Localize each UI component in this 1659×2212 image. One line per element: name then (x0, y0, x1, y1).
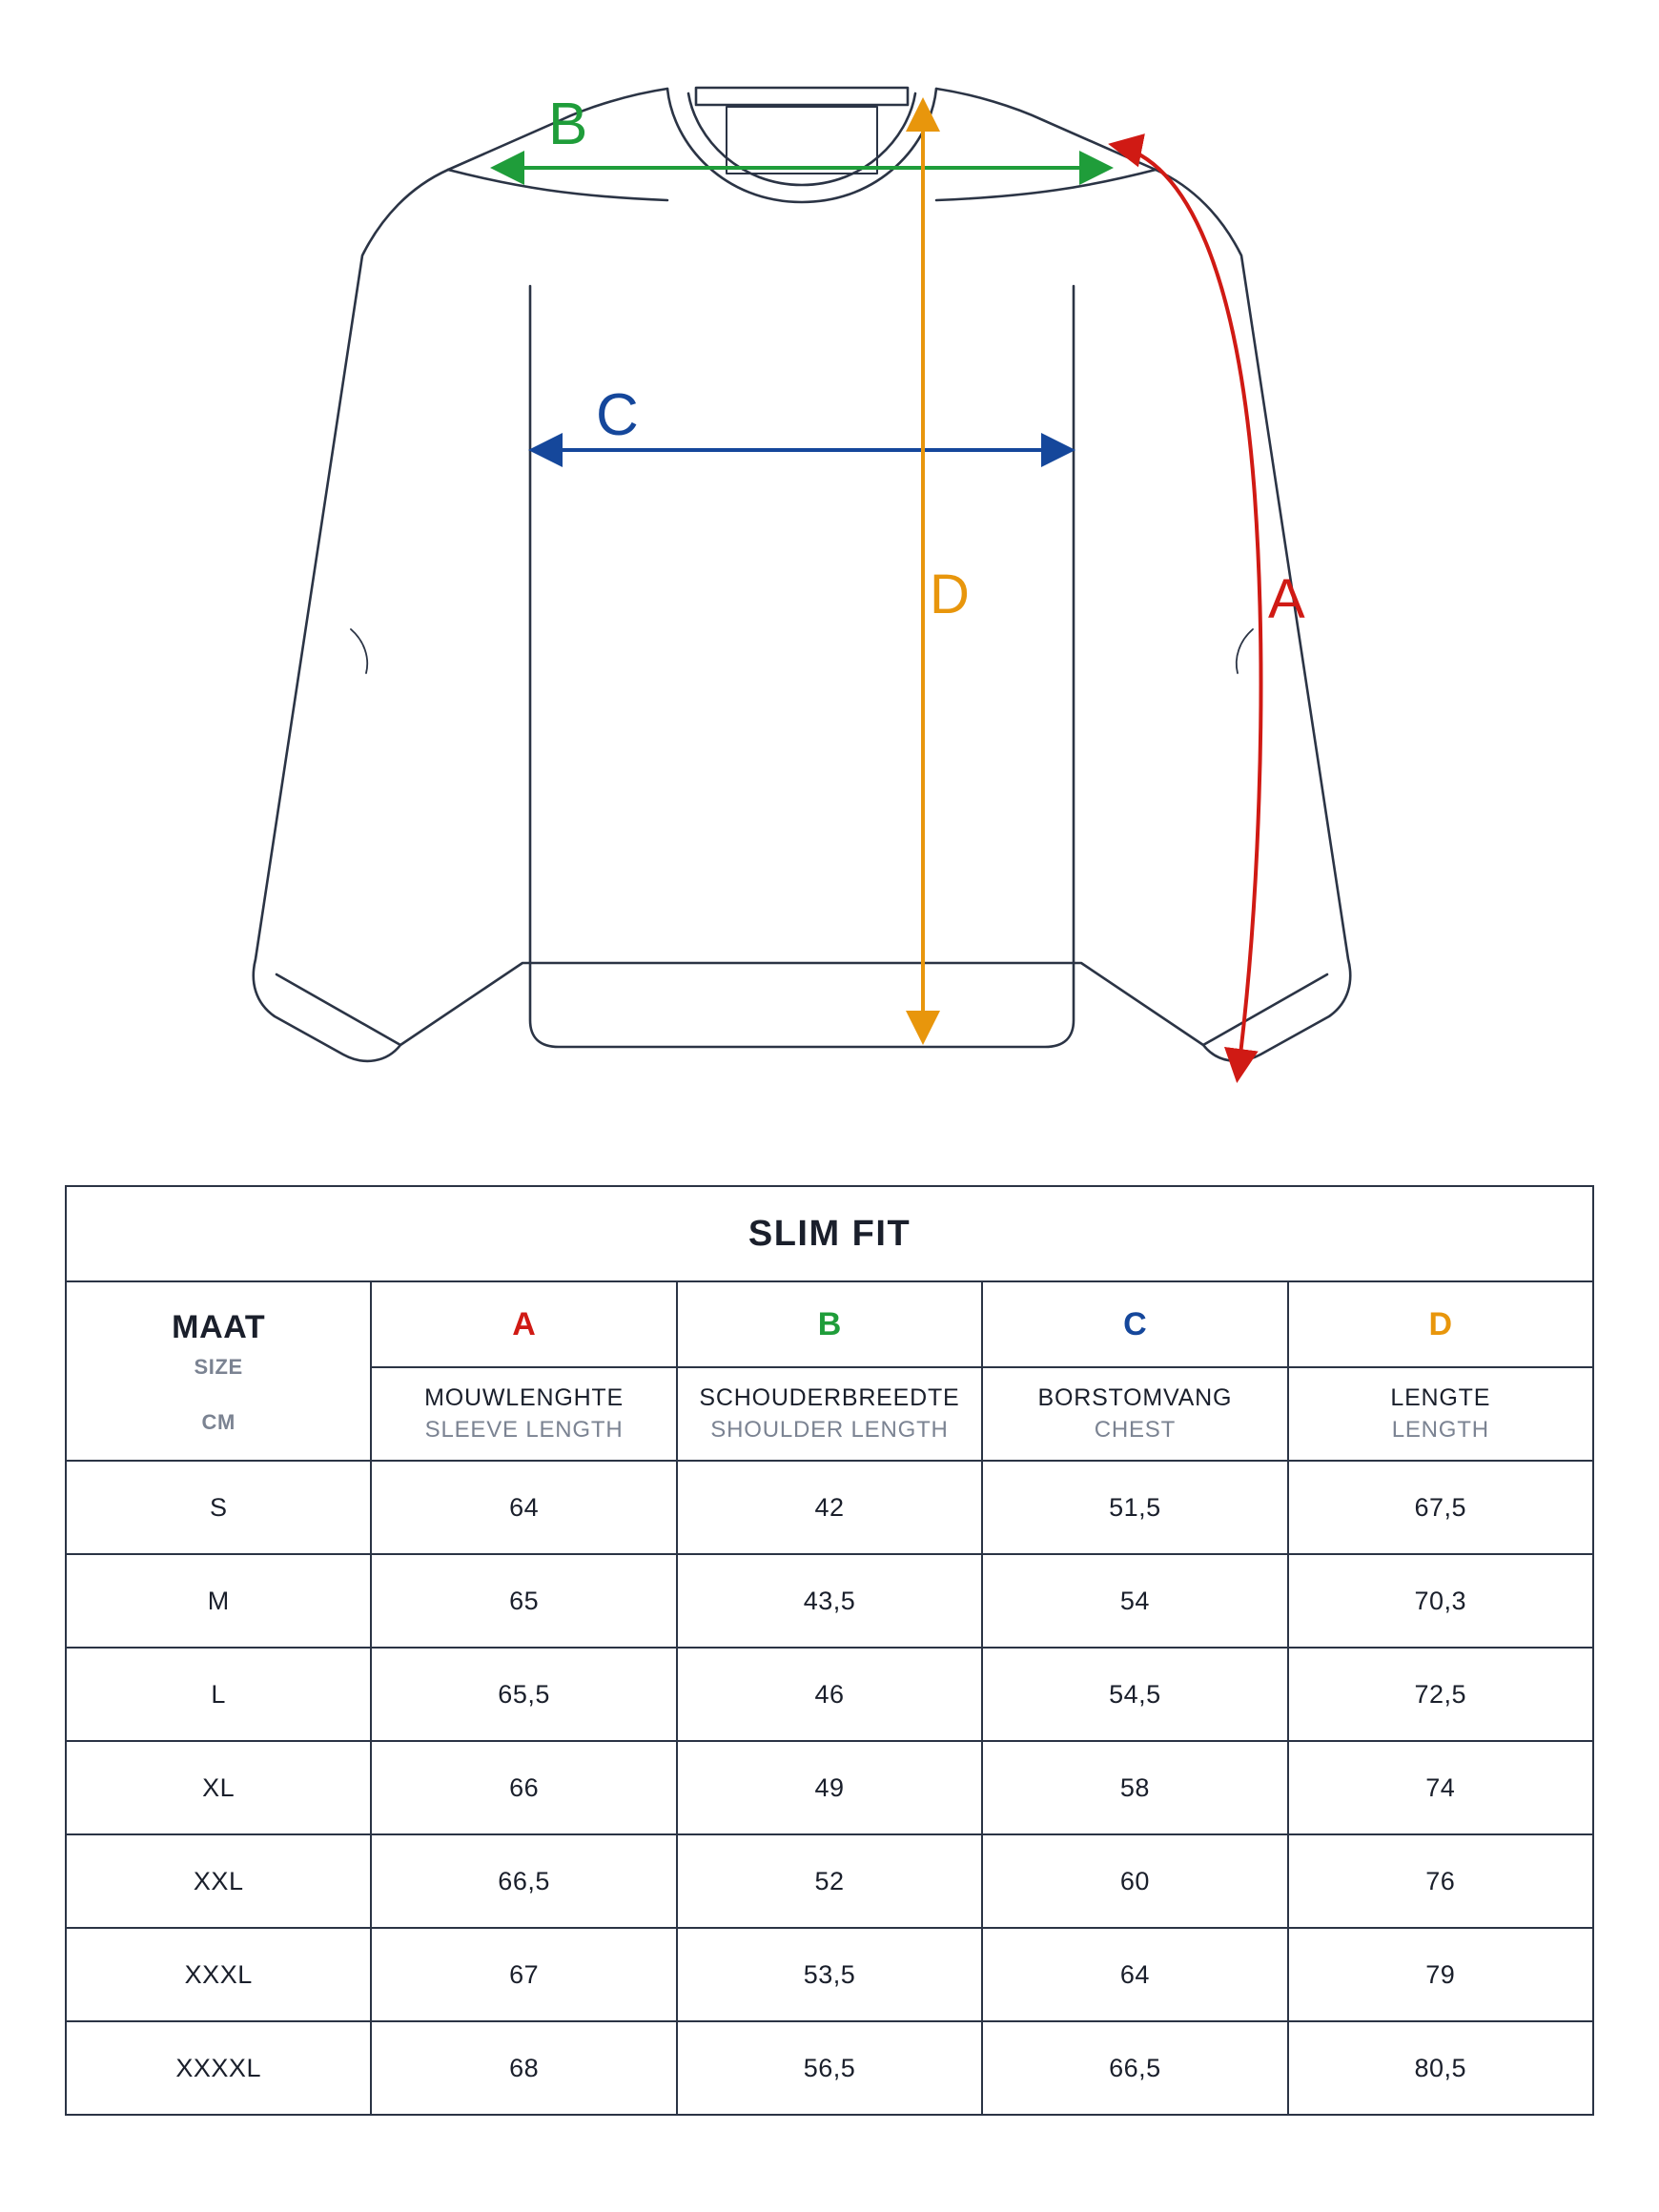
row-value-c: 51,5 (982, 1461, 1287, 1554)
row-value-c: 54 (982, 1554, 1287, 1648)
corner-size-cell (66, 1281, 371, 1461)
table-letter-row (66, 1281, 1593, 1367)
size-table-wrapper (65, 1185, 1594, 2116)
row-size: L (66, 1648, 371, 1741)
header-desc-d-en: LENGTH (1391, 1416, 1489, 1443)
row-value-c: 60 (982, 1834, 1287, 1928)
table-row (66, 1928, 1593, 2021)
row-value-a: 64 (371, 1461, 676, 1554)
corner-maat: MAAT (172, 1309, 266, 1346)
row-size: XXXL (66, 1928, 371, 2021)
row-size: M (66, 1554, 371, 1648)
row-value-b: 43,5 (677, 1554, 982, 1648)
diagram-label-c: C (596, 382, 639, 448)
header-desc-b-nl: SCHOUDERBREEDTE (699, 1383, 960, 1411)
row-value-b: 56,5 (677, 2021, 982, 2115)
sweater-outline (254, 88, 1350, 1061)
corner-size: SIZE (194, 1354, 243, 1379)
table-title-row (66, 1186, 1593, 1281)
header-desc-c (982, 1367, 1287, 1461)
header-desc-b (677, 1367, 982, 1461)
row-value-d: 80,5 (1288, 2021, 1593, 2115)
header-desc-a-en: SLEEVE LENGTH (424, 1416, 624, 1443)
row-size: S (66, 1461, 371, 1554)
header-desc-d (1288, 1367, 1593, 1461)
table-row (66, 1461, 1593, 1554)
row-value-c: 64 (982, 1928, 1287, 2021)
table-row (66, 1648, 1593, 1741)
row-value-d: 76 (1288, 1834, 1593, 1928)
row-value-b: 53,5 (677, 1928, 982, 2021)
row-value-a: 65,5 (371, 1648, 676, 1741)
row-value-a: 66 (371, 1741, 676, 1834)
row-value-c: 66,5 (982, 2021, 1287, 2115)
header-desc-c-en: CHEST (1094, 1416, 1177, 1443)
table-row (66, 1834, 1593, 1928)
table-row (66, 2021, 1593, 2115)
row-value-b: 42 (677, 1461, 982, 1554)
row-value-c: 58 (982, 1741, 1287, 1834)
table-row (66, 1554, 1593, 1648)
row-value-b: 49 (677, 1741, 982, 1834)
header-desc-b-en: SHOULDER LENGTH (710, 1416, 949, 1443)
size-table (65, 1185, 1594, 2116)
row-size: XXXXL (66, 2021, 371, 2115)
row-value-c: 54,5 (982, 1648, 1287, 1741)
header-desc-a (371, 1367, 676, 1461)
row-value-d: 79 (1288, 1928, 1593, 2021)
row-value-d: 74 (1288, 1741, 1593, 1834)
row-value-a: 67 (371, 1928, 676, 2021)
row-value-a: 65 (371, 1554, 676, 1648)
row-size: XXL (66, 1834, 371, 1928)
row-value-b: 46 (677, 1648, 982, 1741)
header-letter-a: A (371, 1281, 676, 1367)
header-letter-c: C (982, 1281, 1287, 1367)
row-value-d: 72,5 (1288, 1648, 1593, 1741)
table-row (66, 1741, 1593, 1834)
row-value-a: 66,5 (371, 1834, 676, 1928)
header-letter-b: B (677, 1281, 982, 1367)
diagram-label-b: B (548, 92, 588, 157)
header-desc-c-nl: BORSTOMVANG (1037, 1383, 1233, 1411)
table-title: SLIM FIT (66, 1186, 1593, 1281)
row-value-d: 70,3 (1288, 1554, 1593, 1648)
row-value-b: 52 (677, 1834, 982, 1928)
row-value-d: 67,5 (1288, 1461, 1593, 1554)
diagram-label-a: A (1268, 568, 1305, 630)
corner-unit: CM (201, 1409, 236, 1434)
row-size: XL (66, 1741, 371, 1834)
header-desc-d-nl: LENGTE (1390, 1383, 1491, 1411)
header-desc-a-nl: MOUWLENGHTE (424, 1383, 624, 1411)
header-letter-d: D (1288, 1281, 1593, 1367)
measure-line-a-sleeve (1114, 145, 1260, 1077)
diagram-label-d: D (930, 563, 970, 625)
row-value-a: 68 (371, 2021, 676, 2115)
